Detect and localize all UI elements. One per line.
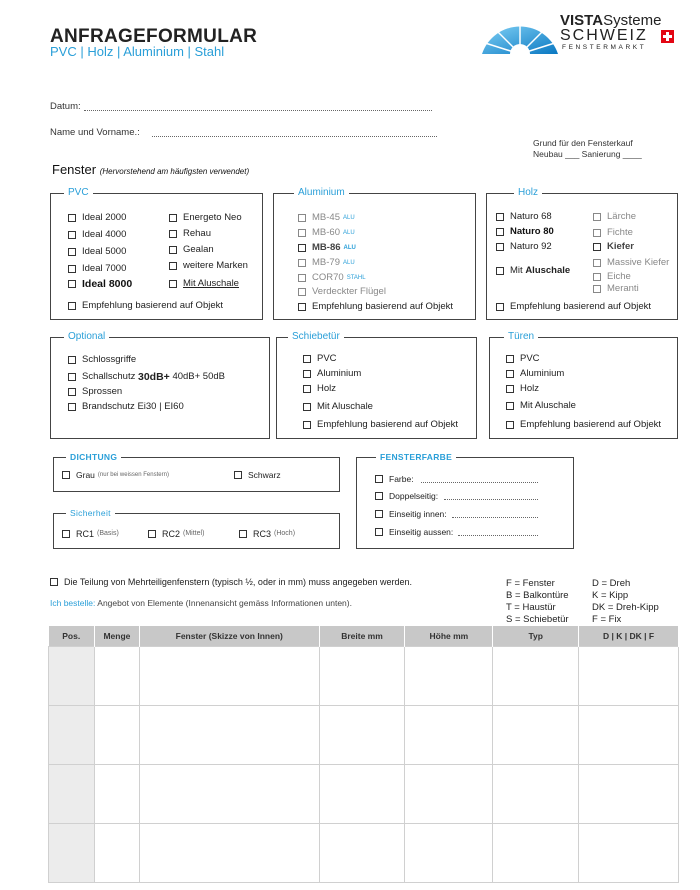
holz-fichte[interactable]: Fichte (593, 227, 633, 239)
datum-label: Datum: (50, 101, 81, 112)
alu-mb60[interactable]: MB-60 ALU (298, 227, 355, 239)
name-label: Name und Vorname.: (50, 127, 140, 138)
pvc-energeto[interactable]: Energeto Neo (169, 212, 242, 224)
pvc-rehau[interactable]: Rehau (169, 228, 211, 240)
holz-massive-kiefer[interactable]: Massive Kiefer (593, 257, 669, 269)
aluminium-label: Aluminium (294, 187, 349, 199)
holz-naturo80[interactable]: Naturo 80 (496, 226, 554, 238)
holz-empfehlung[interactable]: Empfehlung basierend auf Objekt (496, 301, 651, 313)
form-title: ANFRAGEFORMULAR (50, 26, 258, 47)
sicherheit-rc3[interactable]: RC3 (Hoch) (239, 528, 295, 540)
grund-title: Grund für den Fensterkauf (533, 138, 633, 148)
farbe-innen-line[interactable] (452, 517, 538, 518)
swiss-flag-icon (661, 30, 674, 43)
col-fenster: Fenster (Skizze von Innen) (139, 626, 319, 646)
alu-empfehlung[interactable]: Empfehlung basierend auf Objekt (298, 301, 453, 313)
pvc-ideal2000[interactable]: Ideal 2000 (68, 212, 126, 224)
opt-brandschutz[interactable]: Brandschutz Ei30 | EI60 (68, 401, 184, 413)
farbe-farbe[interactable]: Farbe: (375, 473, 414, 485)
table-row (49, 705, 679, 764)
fenster-heading: Fenster (Hervorstehend am häufigsten verwendet) (52, 162, 250, 177)
pvc-ideal5000[interactable]: Ideal 5000 (68, 246, 126, 258)
optional-label: Optional (64, 331, 109, 343)
pvc-ideal4000[interactable]: Ideal 4000 (68, 229, 126, 241)
alu-mb79[interactable]: MB-79 ALU (298, 257, 355, 269)
order-table (48, 626, 679, 883)
table-header-row (49, 626, 679, 646)
tueren-empfehlung[interactable]: Empfehlung basierend auf Objekt (506, 419, 661, 431)
alu-verdeckter[interactable]: Verdeckter Flügel (298, 286, 386, 298)
schiebe-holz[interactable]: Holz (303, 383, 336, 395)
logo-line2: SCHWEIZ (560, 27, 648, 44)
tueren-pvc[interactable]: PVC (506, 353, 540, 365)
form-subtitle: PVC | Holz | Aluminium | Stahl (50, 44, 225, 59)
col-pos: Pos. (49, 626, 95, 646)
legend-opening: D = Dreh K = Kipp DK = Dreh-Kipp F = Fix (592, 578, 659, 625)
farbe-doppelseitig[interactable]: Doppelseitig: (375, 490, 438, 502)
logo-brand: VISTASysteme (560, 12, 662, 29)
legend-types: F = Fenster B = Balkontüre T = Haustür S = Schiebetür (506, 578, 569, 625)
schiebetuer-label: Schiebetür (288, 331, 344, 343)
opt-schallschutz[interactable]: Schallschutz 30dB+ 40dB+ 50dB (68, 371, 225, 383)
holz-naturo92[interactable]: Naturo 92 (496, 241, 552, 253)
alu-mb86[interactable]: MB-86 ALU (298, 242, 356, 254)
holz-meranti[interactable]: Meranti (593, 283, 639, 295)
farbe-farbe-line[interactable] (421, 482, 538, 483)
alu-cor70[interactable]: COR70 STAHL (298, 272, 366, 284)
holz-kiefer[interactable]: Kiefer (593, 241, 634, 253)
schiebe-aluschale[interactable]: Mit Aluschale (303, 401, 373, 413)
tueren-aluminium[interactable]: Aluminium (506, 368, 564, 380)
farbe-aussen-line[interactable] (458, 535, 538, 536)
farbe-innen[interactable]: Einseitig innen: (375, 508, 447, 520)
grund-options[interactable]: Neubau ___ Sanierung ____ (533, 149, 642, 159)
logo-line3: FENSTERMARKT (562, 44, 647, 51)
name-field[interactable] (152, 136, 437, 137)
col-typ: Typ (493, 626, 579, 646)
fensterfarbe-label: FENSTERFARBE (376, 451, 456, 463)
dichtung-grau[interactable]: Grau (nur bei weissen Fenstern) (62, 469, 169, 481)
tueren-aluschale[interactable]: Mit Aluschale (506, 400, 576, 412)
holz-mit-aluschale[interactable]: Mit Aluschale (496, 265, 570, 277)
col-menge: Menge (94, 626, 139, 646)
pvc-gealan[interactable]: Gealan (169, 244, 214, 256)
schiebe-aluminium[interactable]: Aluminium (303, 368, 361, 380)
farbe-aussen[interactable]: Einseitig aussen: (375, 526, 453, 538)
pvc-ideal7000[interactable]: Ideal 7000 (68, 263, 126, 275)
dichtung-schwarz[interactable]: Schwarz (234, 469, 281, 481)
table-row (49, 646, 679, 705)
farbe-doppelseitig-line[interactable] (444, 499, 538, 500)
opt-sprossen[interactable]: Sprossen (68, 386, 122, 398)
table-row (49, 764, 679, 823)
holz-eiche[interactable]: Eiche (593, 271, 631, 283)
pvc-empfehlung[interactable]: Empfehlung basierend auf Objekt (68, 300, 223, 312)
schiebe-pvc[interactable]: PVC (303, 353, 337, 365)
tueren-holz[interactable]: Holz (506, 383, 539, 395)
col-breite: Breite mm (319, 626, 405, 646)
holz-naturo68[interactable]: Naturo 68 (496, 211, 552, 223)
datum-field[interactable] (84, 110, 432, 111)
pvc-weitere[interactable]: weitere Marken (169, 260, 248, 272)
dichtung-label: DICHTUNG (66, 451, 121, 463)
sicherheit-rc1[interactable]: RC1 (Basis) (62, 528, 119, 540)
pvc-aluschale[interactable]: Mit Aluschale (169, 278, 239, 290)
tueren-label: Türen (504, 331, 538, 343)
teilung-checkbox[interactable]: Die Teilung von Mehrteiligenfenstern (typisch ½, oder in mm) muss angegeben werden. (50, 576, 412, 588)
opt-schlossgriffe[interactable]: Schlossgriffe (68, 354, 136, 366)
col-hoehe: Höhe mm (405, 626, 493, 646)
sicherheit-label: Sicherheit (66, 507, 115, 519)
pvc-ideal8000[interactable]: Ideal 8000 (68, 278, 132, 290)
bestelle-line: Ich bestelle: Angebot von Elemente (Innenansicht gemäss Informationen unten). (50, 598, 352, 608)
sicherheit-rc2[interactable]: RC2 (Mittel) (148, 528, 204, 540)
alu-mb45[interactable]: MB-45 ALU (298, 212, 355, 224)
schiebe-empfehlung[interactable]: Empfehlung basierend auf Objekt (303, 419, 458, 431)
pvc-label: PVC (64, 187, 93, 199)
col-dk: D | K | DK | F (579, 626, 679, 646)
holz-laerche[interactable]: Lärche (593, 211, 636, 223)
table-row (49, 823, 679, 882)
holz-label: Holz (514, 187, 542, 199)
